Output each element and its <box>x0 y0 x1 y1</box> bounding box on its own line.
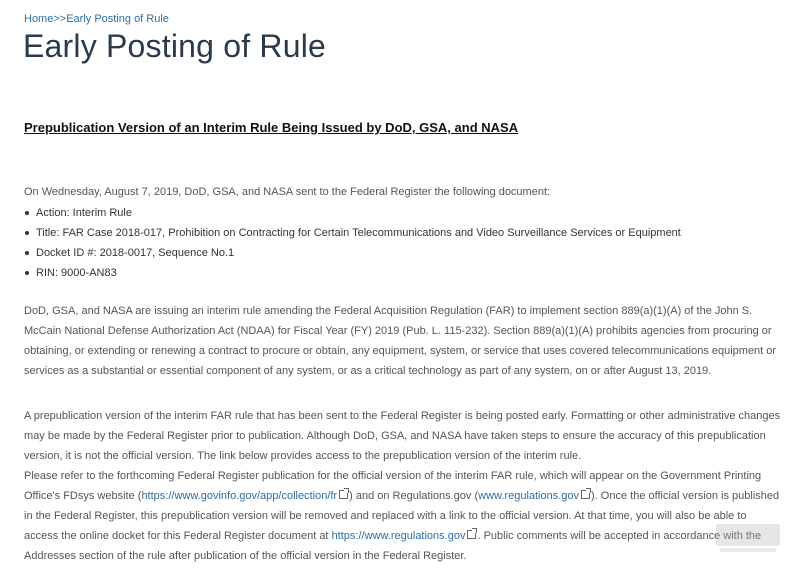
external-link-icon <box>581 490 590 499</box>
refer-text: Please refer to the forthcoming Federal Register publication for the official version of the interim FAR rule, which will appear on the Government Printing Office's FDsys website ( <box>24 470 762 502</box>
external-link-icon <box>339 490 348 499</box>
intro-text: On Wednesday, August 7, 2019, DoD, GSA, and NASA sent to the Federal Register the following document: <box>24 186 551 198</box>
breadcrumb-home-link[interactable]: Home <box>24 13 54 25</box>
refer-mid-text-2: ). Once the official version is published in the Federal Register, this prepublication version will be removed and replaced with a link to the official version. At that time, you will also be able to access the online docket for this Federal Register document at <box>24 490 780 542</box>
rule-summary-paragraph: DoD, GSA, and NASA are issuing an interim rule amending the Federal Acquisition Regulation (FAR) to implement section 889(a)(1)(A) of the John S. McCain National Defense Authorization Act (NDAA) for Fiscal Year (FY) 2019 (Pub. L. 115-232). Section 889(a)(1)(A) prohibits agencies from procuring or obtaining, or extending or renewing a contract to procure or obtain, any equipment, system, or service that uses covered telecommunications equipment or services as a substantial or essential component of any system, or as a critical technology as part of any system, on or after August 13, 2019. <box>24 305 777 377</box>
document-heading: Prepublication Version of an Interim Rule Being Issued by DoD, GSA, and NASA <box>24 120 519 135</box>
detail-action: Action: Interim Rule <box>24 203 681 223</box>
detail-title: Title: FAR Case 2018-017, Prohibition on Contracting for Certain Telecommunications and Video Surveillance Services or Equipment <box>24 223 681 243</box>
breadcrumb-current-link[interactable]: Early Posting of Rule <box>66 13 169 25</box>
watermark-subtext <box>720 548 776 552</box>
detail-rin: RIN: 9000-AN83 <box>24 263 681 283</box>
prepublication-notice <box>24 406 782 566</box>
watermark-logo <box>714 522 784 556</box>
prepublication-lead-text: A prepublication version of the interim FAR rule that has been sent to the Federal Register is being posted early. Formatting or other administrative changes may be made by the Federal Register prior to publication. Although DoD, GSA, and NASA have taken steps to ensure the accuracy of this prepublication version, it is not the official version. The link below provides access to the prepublication version of the interim rule. <box>24 410 781 462</box>
detail-docket-id: Docket ID #: 2018-0017, Sequence No.1 <box>24 243 681 263</box>
refer-end-text: . Public comments will be accepted in accordance with the Addresses section of the rule after publication of the official version in the Federal Register. <box>24 530 762 562</box>
page-title: Early Posting of Rule <box>23 28 327 64</box>
watermark-mark <box>716 524 780 546</box>
document-details-list <box>24 203 681 283</box>
fdsys-link[interactable]: https://www.govinfo.gov/app/collection/fr <box>141 490 338 502</box>
external-link-icon <box>467 530 476 539</box>
breadcrumb <box>24 13 169 25</box>
breadcrumb-separator: >> <box>53 13 67 25</box>
regulations-gov-link[interactable]: www.regulations.gov <box>478 490 580 502</box>
regulations-docket-link[interactable]: https://www.regulations.gov <box>331 530 466 542</box>
refer-mid-text-1: ) and on Regulations.gov ( <box>349 490 479 502</box>
